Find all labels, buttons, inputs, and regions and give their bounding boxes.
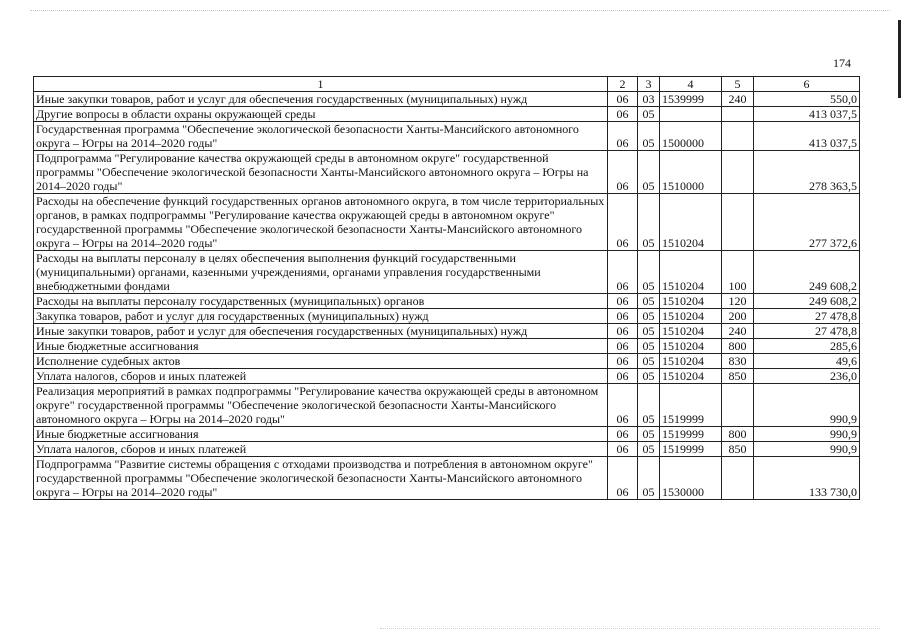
section-code: 06 xyxy=(608,194,638,251)
table-row xyxy=(34,92,860,107)
row-description: Другие вопросы в области охраны окружающей среды xyxy=(34,107,608,122)
amount: 990,9 xyxy=(754,427,860,442)
section-code: 06 xyxy=(608,339,638,354)
row-description: Закупка товаров, работ и услуг для государственных (муниципальных) нужд xyxy=(34,309,608,324)
table-row xyxy=(34,339,860,354)
subsection-code: 05 xyxy=(638,122,660,151)
table-row xyxy=(34,251,860,294)
target-item-code: 1510204 xyxy=(660,339,722,354)
target-item-code: 1539999 xyxy=(660,92,722,107)
table-row xyxy=(34,442,860,457)
amount: 550,0 xyxy=(754,92,860,107)
row-description: Иные бюджетные ассигнования xyxy=(34,427,608,442)
target-item-code: 1519999 xyxy=(660,427,722,442)
scan-top-edge xyxy=(30,10,890,11)
subsection-code: 05 xyxy=(638,457,660,500)
amount: 249 608,2 xyxy=(754,251,860,294)
header-row xyxy=(34,77,860,92)
subsection-code: 05 xyxy=(638,194,660,251)
subsection-code: 05 xyxy=(638,354,660,369)
subsection-code: 05 xyxy=(638,251,660,294)
section-code: 06 xyxy=(608,251,638,294)
expense-type-code: 850 xyxy=(722,442,754,457)
amount: 990,9 xyxy=(754,384,860,427)
target-item-code: 1510204 xyxy=(660,324,722,339)
section-code: 06 xyxy=(608,457,638,500)
amount: 278 363,5 xyxy=(754,151,860,194)
target-item-code: 1510204 xyxy=(660,354,722,369)
target-item-code: 1510204 xyxy=(660,309,722,324)
expense-type-code: 200 xyxy=(722,309,754,324)
subsection-code: 05 xyxy=(638,309,660,324)
subsection-code: 05 xyxy=(638,369,660,384)
subsection-code: 05 xyxy=(638,427,660,442)
subsection-code: 05 xyxy=(638,442,660,457)
subsection-code: 05 xyxy=(638,294,660,309)
target-item-code: 1510204 xyxy=(660,294,722,309)
row-description: Реализация мероприятий в рамках подпрограммы "Регулирование качества окружающей среды в автономном округе" государственной программы "Обеспечение экологической безопасности Ханты-Мансийского автономного округа – Югры на 2014–2020 годы" xyxy=(34,384,608,427)
amount: 285,6 xyxy=(754,339,860,354)
table-row xyxy=(34,194,860,251)
target-item-code: 1510204 xyxy=(660,369,722,384)
row-description: Исполнение судебных актов xyxy=(34,354,608,369)
table-row xyxy=(34,324,860,339)
amount: 236,0 xyxy=(754,369,860,384)
section-code: 06 xyxy=(608,294,638,309)
amount: 990,9 xyxy=(754,442,860,457)
section-code: 06 xyxy=(608,122,638,151)
target-item-code: 1510000 xyxy=(660,151,722,194)
amount: 27 478,8 xyxy=(754,309,860,324)
section-code: 06 xyxy=(608,369,638,384)
target-item-code: 1519999 xyxy=(660,442,722,457)
section-code: 06 xyxy=(608,384,638,427)
budget-table xyxy=(33,76,860,500)
target-item-code: 1510204 xyxy=(660,194,722,251)
scan-edge-mark xyxy=(898,20,901,98)
target-item-code: 1500000 xyxy=(660,122,722,151)
amount: 277 372,6 xyxy=(754,194,860,251)
amount: 133 730,0 xyxy=(754,457,860,500)
row-description: Подпрограмма "Развитие системы обращения с отходами производства и потребления в автономном округе" государственной программы "Обеспечение экологической безопасности Ханты-Мансийского автономного округа – Югры на 2014–2020 годы" xyxy=(34,457,608,500)
target-item-code xyxy=(660,107,722,122)
row-description: Подпрограмма "Регулирование качества окружающей среды в автономном округе" государственной программы "Обеспечение экологической безопасности Ханты-Мансийского автономного округа – Югры на 2014–2020 годы" xyxy=(34,151,608,194)
subsection-code: 05 xyxy=(638,339,660,354)
row-description: Уплата налогов, сборов и иных платежей xyxy=(34,442,608,457)
page-number: 174 xyxy=(833,56,851,70)
amount: 249 608,2 xyxy=(754,294,860,309)
expense-type-code: 100 xyxy=(722,251,754,294)
row-description: Уплата налогов, сборов и иных платежей xyxy=(34,369,608,384)
expense-type-code xyxy=(722,384,754,427)
section-code: 06 xyxy=(608,92,638,107)
header-cell: 4 xyxy=(660,77,722,92)
expense-type-code xyxy=(722,107,754,122)
header-cell: 5 xyxy=(722,77,754,92)
expense-type-code: 240 xyxy=(722,92,754,107)
section-code: 06 xyxy=(608,151,638,194)
subsection-code: 05 xyxy=(638,324,660,339)
amount: 413 037,5 xyxy=(754,107,860,122)
expense-type-code xyxy=(722,457,754,500)
row-description: Расходы на обеспечение функций государственных органов автономного округа, в том числе территориальных органов, в рамках подпрограммы "Регулирование качества окружающей среды в автономном округе" государственной программы "Обеспечение экологической безопасности Ханты-Мансийского автономного округа – Югры на 2014–2020 годы" xyxy=(34,194,608,251)
row-description: Расходы на выплаты персоналу в целях обеспечения выполнения функций государственными (муниципальными) органами, казенными учреждениями, органами управления государственными внебюджетными фондами xyxy=(34,251,608,294)
table-row xyxy=(34,354,860,369)
section-code: 06 xyxy=(608,442,638,457)
amount: 413 037,5 xyxy=(754,122,860,151)
row-description: Иные закупки товаров, работ и услуг для обеспечения государственных (муниципальных) нужд xyxy=(34,92,608,107)
section-code: 06 xyxy=(608,427,638,442)
header-cell: 2 xyxy=(608,77,638,92)
table-row xyxy=(34,427,860,442)
table-row xyxy=(34,122,860,151)
expense-type-code: 830 xyxy=(722,354,754,369)
row-description: Государственная программа "Обеспечение экологической безопасности Ханты-Мансийского автономного округа – Югры на 2014–2020 годы" xyxy=(34,122,608,151)
target-item-code: 1530000 xyxy=(660,457,722,500)
row-description: Расходы на выплаты персоналу государственных (муниципальных) органов xyxy=(34,294,608,309)
amount: 49,6 xyxy=(754,354,860,369)
header-cell: 3 xyxy=(638,77,660,92)
expense-type-code xyxy=(722,151,754,194)
section-code: 06 xyxy=(608,324,638,339)
expense-type-code: 240 xyxy=(722,324,754,339)
table-row xyxy=(34,151,860,194)
target-item-code: 1519999 xyxy=(660,384,722,427)
section-code: 06 xyxy=(608,309,638,324)
expense-type-code: 120 xyxy=(722,294,754,309)
header-cell: 6 xyxy=(754,77,860,92)
expense-type-code xyxy=(722,122,754,151)
row-description: Иные бюджетные ассигнования xyxy=(34,339,608,354)
subsection-code: 03 xyxy=(638,92,660,107)
expense-type-code: 800 xyxy=(722,339,754,354)
table-row xyxy=(34,107,860,122)
header-cell: 1 xyxy=(34,77,608,92)
scan-bottom-edge xyxy=(380,628,880,629)
section-code: 06 xyxy=(608,107,638,122)
section-code: 06 xyxy=(608,354,638,369)
expense-type-code xyxy=(722,194,754,251)
table-row xyxy=(34,384,860,427)
table-row xyxy=(34,369,860,384)
subsection-code: 05 xyxy=(638,107,660,122)
table-row xyxy=(34,457,860,500)
amount: 27 478,8 xyxy=(754,324,860,339)
table-row xyxy=(34,294,860,309)
target-item-code: 1510204 xyxy=(660,251,722,294)
row-description: Иные закупки товаров, работ и услуг для обеспечения государственных (муниципальных) нужд xyxy=(34,324,608,339)
table-row xyxy=(34,309,860,324)
subsection-code: 05 xyxy=(638,151,660,194)
expense-type-code: 800 xyxy=(722,427,754,442)
subsection-code: 05 xyxy=(638,384,660,427)
expense-type-code: 850 xyxy=(722,369,754,384)
